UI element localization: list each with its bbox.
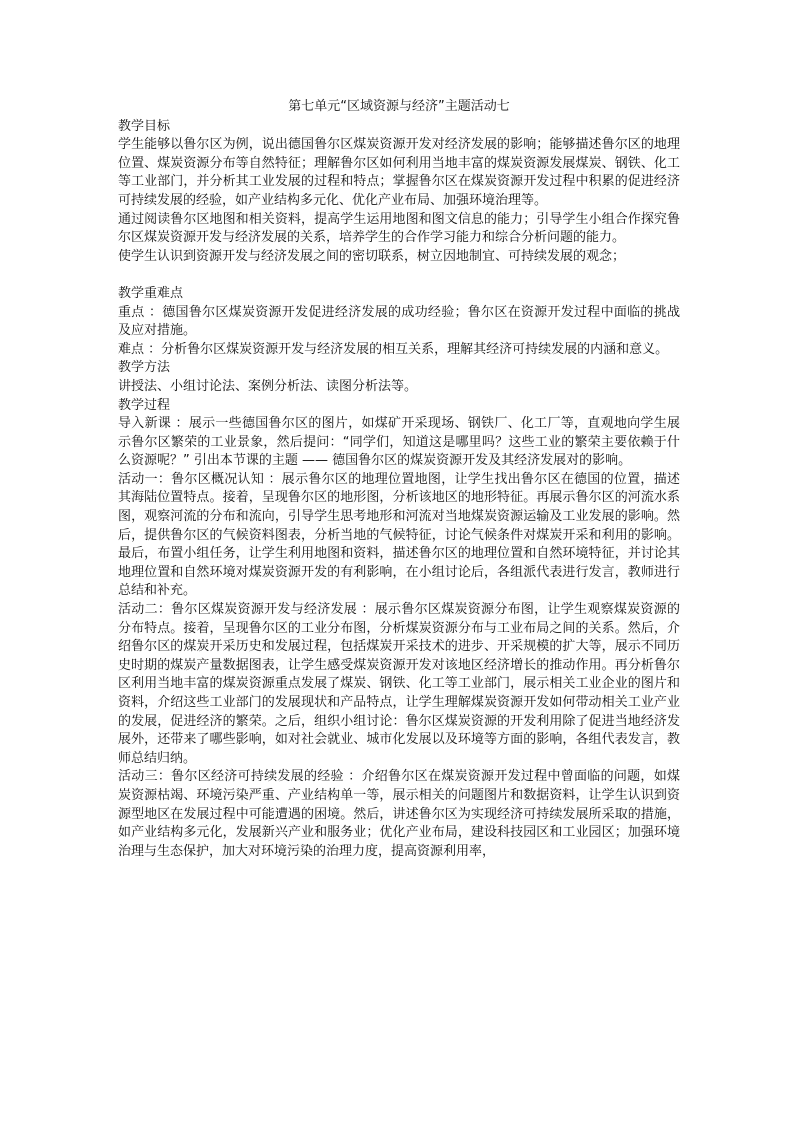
- objectives-paragraph-2: 通过阅读鲁尔区地图和相关资料，提高学生运用地图和图文信息的能力；引导学生小组合作探究鲁尔区煤炭资源开发与经济发展的关系，培养学生的合作学习能力和综合分析问题的能力。: [118, 211, 680, 246]
- document-title: 第七单元“区域资源与经济”主题活动七: [288, 99, 510, 114]
- process-activity-2: 活动二：鲁尔区煤炭资源开发与经济发展 ：展示鲁尔区煤炭资源分布图，让学生观察煤炭资源的分布特点。接着，呈现鲁尔区的工业分布图，分析煤炭资源分布与工业布局之间的关系。然后，介绍鲁尔区的煤炭开采历史和发展过程，包括煤炭开采技术的进步、开采规模的扩大等，展示不同历史时期的煤炭产量数据图表，让学生感受煤炭资源开发对该地区经济增长的推动作用。再分析鲁尔区利用当地丰富的煤炭资源重点发展了煤炭、钢铁、化工等工业部门，展示相关工业企业的图片和资料，介绍这些工业部门的发展现状和产品特点，让学生理解煤炭资源开发如何带动相关工业产业的发展，促进经济的繁荣。之后，组织小组讨论：鲁尔区煤炭资源的开发利用除了促进当地经济发展外，还带来了哪些影响，如对社会就业、城市化发展以及环境等方面的影响，各组代表发言，教师总结归纳。: [118, 602, 680, 766]
- key-points-heading: 教学重难点: [118, 285, 184, 301]
- document-page: [118, 98, 680, 861]
- key-points-difficulty: 难点 ：分析鲁尔区煤炭资源开发与经济发展的相互关系，理解其经济可持续发展的内涵和意义。: [118, 341, 669, 357]
- methods-text: 讲授法、小组讨论法、案例分析法、读图分析法等。: [118, 378, 418, 394]
- process-activity-3: 活动三：鲁尔区经济可持续发展的经验 ：介绍鲁尔区在煤炭资源开发过程中曾面临的问题，如煤炭资源枯竭、环境污染严重、产业结构单一等，展示相关的问题图片和数据资料，让学生认识到资源型地区在发展过程中可能遭遇的困境。然后，讲述鲁尔区为实现经济可持续发展所采取的措施，如产业结构多元化，发展新兴产业和服务业；优化产业布局，建设科技园区和工业园区；加强环境治理与生态保护，加大对环境污染的治理力度，提高资源利用率，: [118, 769, 680, 859]
- methods-heading: 教学方法: [118, 360, 171, 376]
- process-activity-1: 活动一：鲁尔区概况认知 ：展示鲁尔区的地理位置地图，让学生找出鲁尔区在德国的位置，描述其海陆位置特点。接着，呈现鲁尔区的地形图，分析该地区的地形特征。再展示鲁尔区的河流水系图，观察河流的分布和流向，引导学生思考地形和河流对当地煤炭资源运输及工业发展的影响。然后，提供鲁尔区的气候资料图表，分析当地的气候特征，讨论气候条件对煤炭开采和利用的影响。最后，布置小组任务，让学生利用地图和资料，描述鲁尔区的地理位置和自然环境特征，并讨论其地理位置和自然环境对煤炭资源开发的有利影响，在小组讨论后，各组派代表进行发言，教师进行总结和补充。: [118, 471, 680, 599]
- objectives-heading: 教学目标: [118, 118, 171, 134]
- process-intro: 导入新课 ：展示一些德国鲁尔区的图片，如煤矿开采现场、钢铁厂、化工厂等，直观地向学生展示鲁尔区繁荣的工业景象，然后提问：“同学们，知道这是哪里吗？这些工业的繁荣主要依赖于什么资源呢？” 引出本节课的主题 —— 德国鲁尔区的煤炭资源开发及其经济发展对的影响。: [118, 416, 680, 469]
- key-points-focus: 重点 ：德国鲁尔区煤炭资源开发促进经济发展的成功经验；鲁尔区在资源开发过程中面临的挑战及应对措施。: [118, 304, 680, 339]
- process-heading: 教学过程: [118, 397, 171, 413]
- objectives-paragraph-1: 学生能够以鲁尔区为例，说出德国鲁尔区煤炭资源开发对经济发展的影响；能够描述鲁尔区的地理位置、煤炭资源分布等自然特征；理解鲁尔区如何利用当地丰富的煤炭资源发展煤炭、钢铁、化工等工业部门，并分析其工业发展的过程和特点；掌握鲁尔区在煤炭资源开发过程中积累的促进经济可持续发展的经验，如产业结构多元化、优化产业布局、加强环境治理等。: [118, 137, 680, 208]
- objectives-paragraph-3: 使学生认识到资源开发与经济发展之间的密切联系，树立因地制宜、可持续发展的观念；: [118, 248, 626, 264]
- blank-line: [118, 266, 680, 285]
